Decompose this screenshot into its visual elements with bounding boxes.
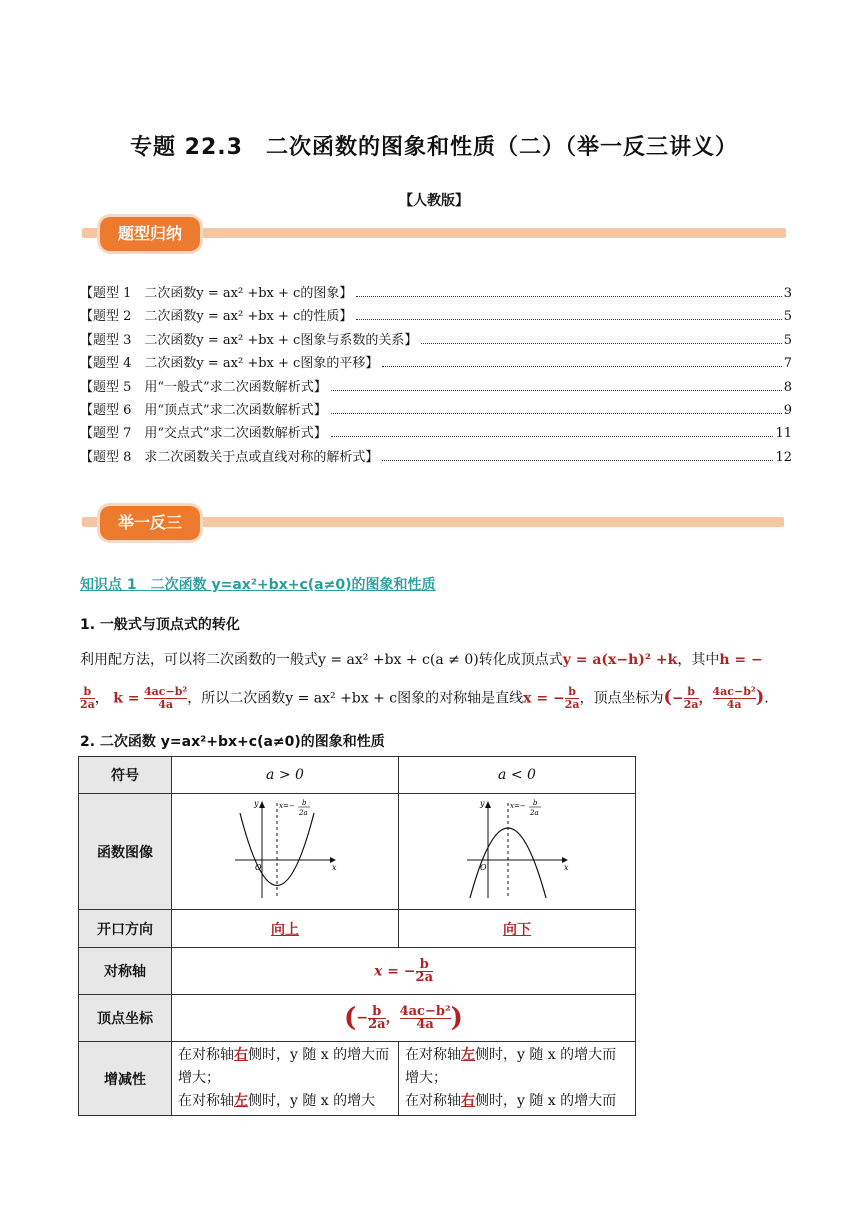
svg-text:x: x [564, 862, 569, 872]
header-a-positive: a > 0 [172, 757, 399, 794]
toc-entry-label: 【题型 4 二次函数y = ax² +bx + c图象的平移】 [80, 356, 379, 372]
vertex-coordinates-value: (− $\frac{b}{2a}$ ， $\frac{\text{4ac−b²}}{4a}$ ) [172, 995, 636, 1042]
axis-formula: x = − [523, 690, 565, 707]
axis-of-symmetry-value: x = − $\frac{b}{2a}$ [172, 948, 636, 995]
toc-entry-label: 【题型 3 二次函数y = ax² +bx + c图象与系数的关系】 [80, 332, 418, 348]
svg-text:2a: 2a [530, 808, 539, 817]
toc-entry-label: 【题型 1 二次函数y = ax² +bx + c的图象】 [80, 286, 353, 301]
edition-label: 【人教版】 [399, 193, 469, 209]
svg-text:x: x [332, 862, 337, 872]
k-formula: k = [113, 690, 140, 707]
paragraph-text: ，顶点坐标为 [579, 690, 664, 707]
toc-entry[interactable] [80, 422, 792, 445]
toc-entry-label: 【题型 6 用“顶点式”求二次函数解析式】 [80, 402, 327, 418]
monotonicity-a-negative: 在对称轴左侧时，y 随 x 的增大而增大； 在对称轴右侧时，y 随 x 的增大而 [399, 1042, 636, 1116]
row-axis-label: 对称轴 [79, 948, 172, 995]
svg-text:O: O [255, 862, 262, 872]
graph-upward-parabola [172, 794, 399, 910]
toc-entry-page: 5 [783, 332, 792, 348]
toc-leader-dots [331, 436, 774, 437]
toc-entry[interactable] [80, 376, 792, 399]
row-graph-label: 函数图像 [79, 794, 172, 910]
svg-text:O: O [480, 862, 487, 872]
header-a-negative: a < 0 [399, 757, 636, 794]
toc-entry-label: 【题型 2 二次函数y = ax² +bx + c的性质】 [80, 309, 353, 325]
fraction-k: $\frac{\text{4ac−b²}}{4a}$ [144, 685, 188, 711]
downward-parabola-svg [462, 798, 572, 902]
properties-table [78, 756, 636, 1116]
fraction-b-2a: $\frac{b}{2a}$ [564, 685, 580, 711]
toc-leader-dots [356, 319, 781, 320]
paragraph-axis: $\frac{b}{2a}$ ， k = $\frac{\text{4ac−b²}}{4a}$ ，所以二次函数y = ax² +bx + c图象的对称轴是直线x = − $\frac{b}{2a}$ ，顶点坐标为(− $\frac{b}{2a}$ ， $\frac{\text{4ac−b²}}{4a}$ ). [80, 685, 769, 711]
paragraph-text: ，其中 [677, 652, 720, 668]
toc-entry[interactable] [80, 305, 792, 328]
header-symbol: 符号 [79, 757, 172, 794]
h-formula: h = − [719, 652, 763, 668]
toc-entry-label: 【题型 5 用“一般式”求二次函数解析式】 [80, 379, 327, 395]
fraction-b-2a: $\frac{b}{2a}$ [80, 685, 95, 711]
toc-leader-dots [356, 296, 781, 297]
toc-entry-page: 8 [783, 379, 792, 395]
toc-entry[interactable] [80, 399, 792, 422]
toc-entry-page: 12 [775, 449, 792, 465]
toc-entry-label: 【题型 8 求二次函数关于点或直线对称的解析式】 [80, 449, 379, 465]
svg-text:2a: 2a [299, 808, 308, 817]
toc-leader-dots [331, 413, 782, 414]
upward-parabola-svg [230, 798, 340, 902]
toc-leader-dots [382, 366, 781, 367]
paragraph-text: 利用配方法，可以将二次函数的一般式y = ax² +bx + c(a ≠ 0)转化成顶点式 [80, 652, 563, 668]
row-opening-label: 开口方向 [79, 910, 172, 948]
svg-text:b: b [302, 798, 307, 807]
toc-entry[interactable] [80, 446, 792, 469]
knowledge-point-heading: 知识点 1 二次函数 y=ax²+bx+c(a≠0)的图象和性质 [80, 577, 436, 593]
monotonicity-a-positive: 在对称轴右侧时，y 随 x 的增大而增大； 在对称轴左侧时，y 随 x 的增大 [172, 1042, 399, 1116]
svg-text:y: y [254, 798, 259, 808]
vertex-coordinates: ( [663, 686, 672, 708]
vertex-form: y = a(x−h)² +k [562, 652, 678, 668]
table-of-contents [80, 282, 792, 469]
toc-leader-dots [421, 343, 781, 344]
toc-entry-page: 9 [783, 402, 792, 418]
toc-entry[interactable] [80, 352, 792, 375]
opening-up: 向上 [271, 921, 299, 938]
subheading-properties: 2. 二次函数 y=ax²+bx+c(a≠0)的图象和性质 [80, 734, 385, 750]
toc-leader-dots [331, 390, 782, 391]
graph-downward-parabola [399, 794, 636, 910]
subheading-conversion: 1. 一般式与顶点式的转化 [80, 617, 240, 633]
toc-entry-page: 7 [783, 356, 792, 372]
toc-entry-page: 5 [783, 309, 792, 325]
toc-entry[interactable] [80, 329, 792, 352]
section-pill-types: 题型归纳 [100, 217, 200, 251]
opening-down: 向下 [503, 921, 531, 938]
toc-entry-page: 3 [783, 286, 792, 301]
toc-entry-page: 11 [775, 426, 792, 442]
row-vertex-label: 顶点坐标 [79, 995, 172, 1042]
toc-entry-label: 【题型 7 用“交点式”求二次函数解析式】 [80, 426, 327, 442]
svg-text:y: y [480, 798, 485, 808]
svg-text:x=−: x=− [279, 801, 295, 810]
row-monotonicity-label: 增减性 [79, 1042, 172, 1116]
paragraph-text: ，所以二次函数y = ax² +bx + c图象的对称轴是直线 [187, 690, 524, 707]
page-title: 专题 22.3 二次函数的图象和性质（二）（举一反三讲义） [130, 135, 738, 160]
svg-text:b: b [533, 798, 538, 807]
toc-entry[interactable] [80, 282, 792, 305]
section-pill-practice: 举一反三 [100, 506, 200, 540]
paragraph-conversion [80, 650, 792, 670]
svg-text:x=−: x=− [510, 801, 526, 810]
toc-leader-dots [382, 460, 773, 461]
